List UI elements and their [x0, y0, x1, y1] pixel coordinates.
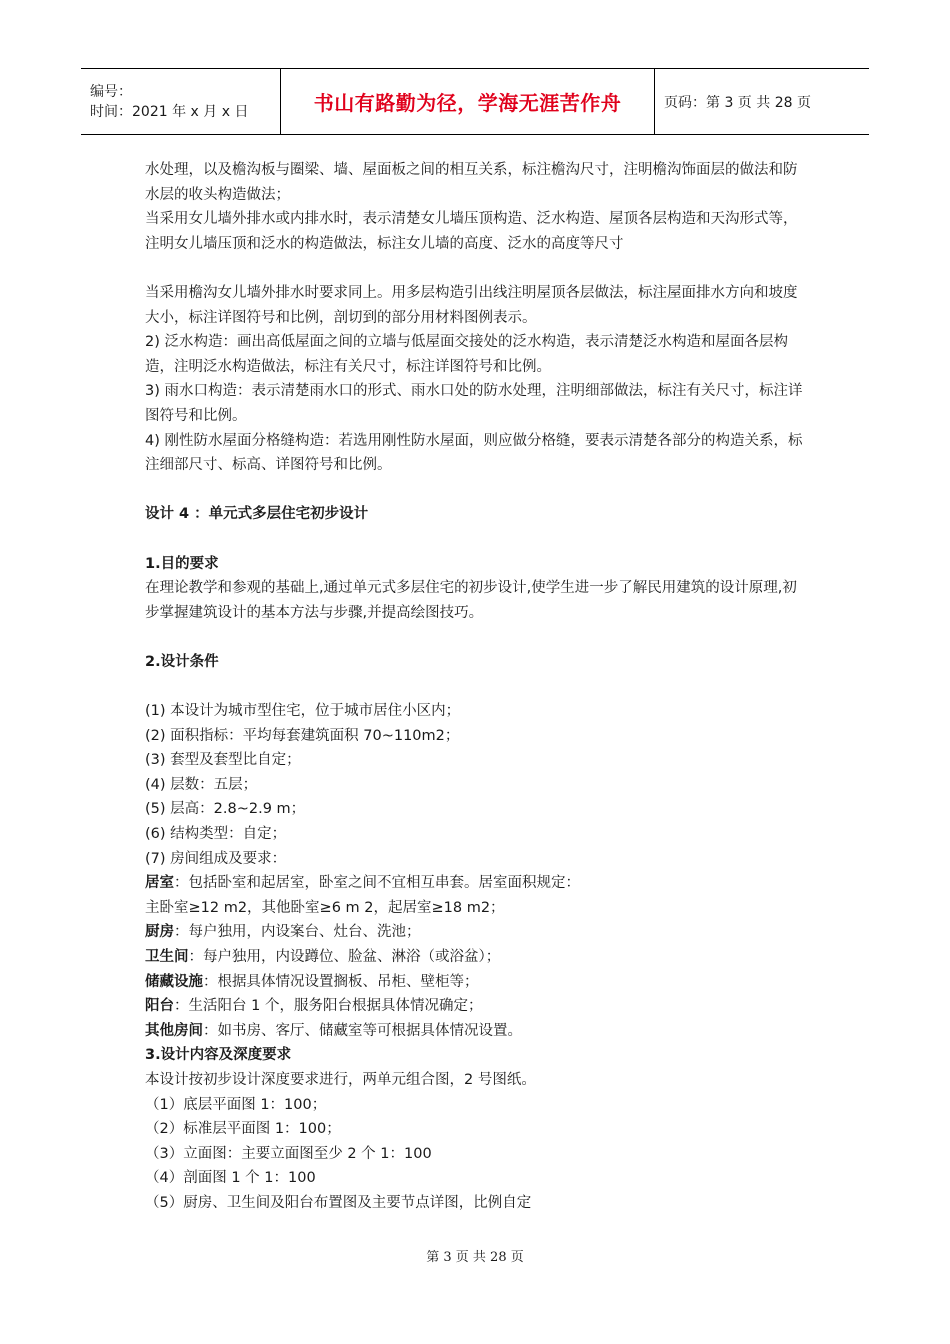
room-text: ：如书房、客厅、储藏室等可根据具体情况设置。 [203, 1022, 522, 1039]
room-text: ：生活阳台 1 个，服务阳台根据具体情况确定； [174, 998, 483, 1015]
drawing-item: （2）标准层平面图 1：100； [145, 1121, 341, 1138]
condition-item: (7) 房间组成及要求： [145, 850, 287, 867]
paragraph: 3) 雨水口构造：表示清楚雨水口的形式、雨水口处的防水处理，注明细部做法，标注有关尺寸，标注详图符号和比例。 [145, 383, 803, 424]
paragraph: 水处理，以及檐沟板与圈梁、墙、屋面板之间的相互关系，标注檐沟尺寸，注明檐沟饰面层的做法和防水层的收头构造做法； [145, 162, 798, 203]
room-text: ：每户独用，内设蹲位、脸盆、淋浴（或浴盆）； [188, 949, 501, 965]
room-label: 其他房间 [145, 1022, 203, 1039]
room-text: 主卧室≥12 m2，其他卧室≥6 m 2，起居室≥18 m2； [145, 899, 505, 916]
header-page-cell [655, 69, 869, 134]
condition-item: (6) 结构类型：自定； [145, 826, 287, 843]
section-heading: 1.目的要求 [145, 555, 219, 572]
paragraph: 当采用檐沟女儿墙外排水时要求同上。用多层构造引出线注明屋顶各层做法，标注屋面排水方向和坡度大小，标注详图符号和比例，剖切到的部分用材料图例表示。 [145, 284, 798, 326]
condition-item: (1) 本设计为城市型住宅，位于城市居住小区内； [145, 703, 461, 720]
spacer [145, 527, 810, 552]
drawing-item: （3）立面图：主要立面图至少 2 个 1：100 [145, 1145, 432, 1162]
document-number: 编号： [90, 83, 132, 100]
room-label: 居室 [145, 875, 174, 892]
room-label: 厨房 [145, 924, 174, 941]
room-item [145, 994, 810, 1019]
condition-item: (2) 面积指标：平均每套建筑面积 70~110m2； [145, 727, 460, 744]
paragraph: 2) 泛水构造：画出高低屋面之间的立墙与低屋面交接处的泛水构造，表示清楚泛水构造和屋面各层构造，注明泛水构造做法，标注有关尺寸，标注详图符号和比例。 [145, 334, 788, 375]
section-heading: 3.设计内容及深度要求 [145, 1047, 292, 1064]
drawing-item: （5）厨房、卫生间及阳台布置图及主要节点详图，比例自定 [145, 1194, 532, 1211]
condition-item: (5) 层高：2.8~2.9 m； [145, 801, 306, 818]
document-date: 时间：2021 年 x 月 x 日 [90, 103, 249, 120]
room-label: 阳台 [145, 998, 174, 1015]
room-text: ：每户独用，内设案台、灶台、洗池； [174, 924, 421, 941]
room-label: 卫生间 [145, 949, 189, 965]
room-item [145, 970, 810, 995]
paragraph: 4) 刚性防水屋面分格缝构造：若选用刚性防水屋面，则应做分格缝，要表示清楚各部分的构造关系，标注细部尺寸、标高、详图符号和比例。 [145, 432, 803, 474]
design-title: 设计 4 ：单元式多层住宅初步设计 [145, 506, 369, 523]
page-footer: 第 3 页 共 28 页 [426, 1250, 524, 1265]
drawing-item: （1）底层平面图 1：100； [145, 1096, 327, 1113]
header-motto-cell [281, 69, 655, 134]
section-heading: 2.设计条件 [145, 653, 219, 670]
room-item [145, 920, 810, 945]
paragraph: 本设计按初步设计深度要求进行，两单元组合图，2 号图纸。 [145, 1071, 536, 1088]
header-page-number: 页码：第 3 页 共 28 页 [664, 94, 811, 111]
spacer [145, 625, 810, 650]
spacer [145, 478, 810, 503]
room-text: ：根据具体情况设置搁板、吊柜、壁柜等； [203, 973, 479, 990]
motto-text: 书山有路勤为径，学海无涯苦作舟 [313, 91, 622, 115]
condition-item: (3) 套型及套型比自定； [145, 752, 301, 769]
room-item [145, 896, 810, 921]
spacer [145, 674, 810, 699]
room-item [145, 1019, 810, 1044]
room-label: 储藏设施 [145, 973, 203, 990]
room-item [145, 871, 810, 896]
spacer [145, 256, 810, 281]
document-body [145, 158, 810, 1216]
header-info-cell [81, 69, 281, 134]
paragraph: 当采用女儿墙外排水或内排水时，表示清楚女儿墙压顶构造、泛水构造、屋顶各层构造和天沟形式等，注明女儿墙压顶和泛水的构造做法，标注女儿墙的高度、泛水的高度等尺寸 [145, 211, 798, 252]
page-header [81, 68, 869, 135]
room-item [145, 945, 810, 970]
room-text: ：包括卧室和起居室，卧室之间不宜相互串套。居室面积规定： [174, 875, 580, 892]
condition-item: (4) 层数：五层； [145, 776, 258, 793]
drawing-item: （4）剖面图 1 个 1：100 [145, 1170, 316, 1187]
paragraph: 在理论教学和参观的基础上,通过单元式多层住宅的初步设计,使学生进一步了解民用建筑的设计原理,初步掌握建筑设计的基本方法与步骤,并提高绘图技巧。 [145, 580, 797, 621]
